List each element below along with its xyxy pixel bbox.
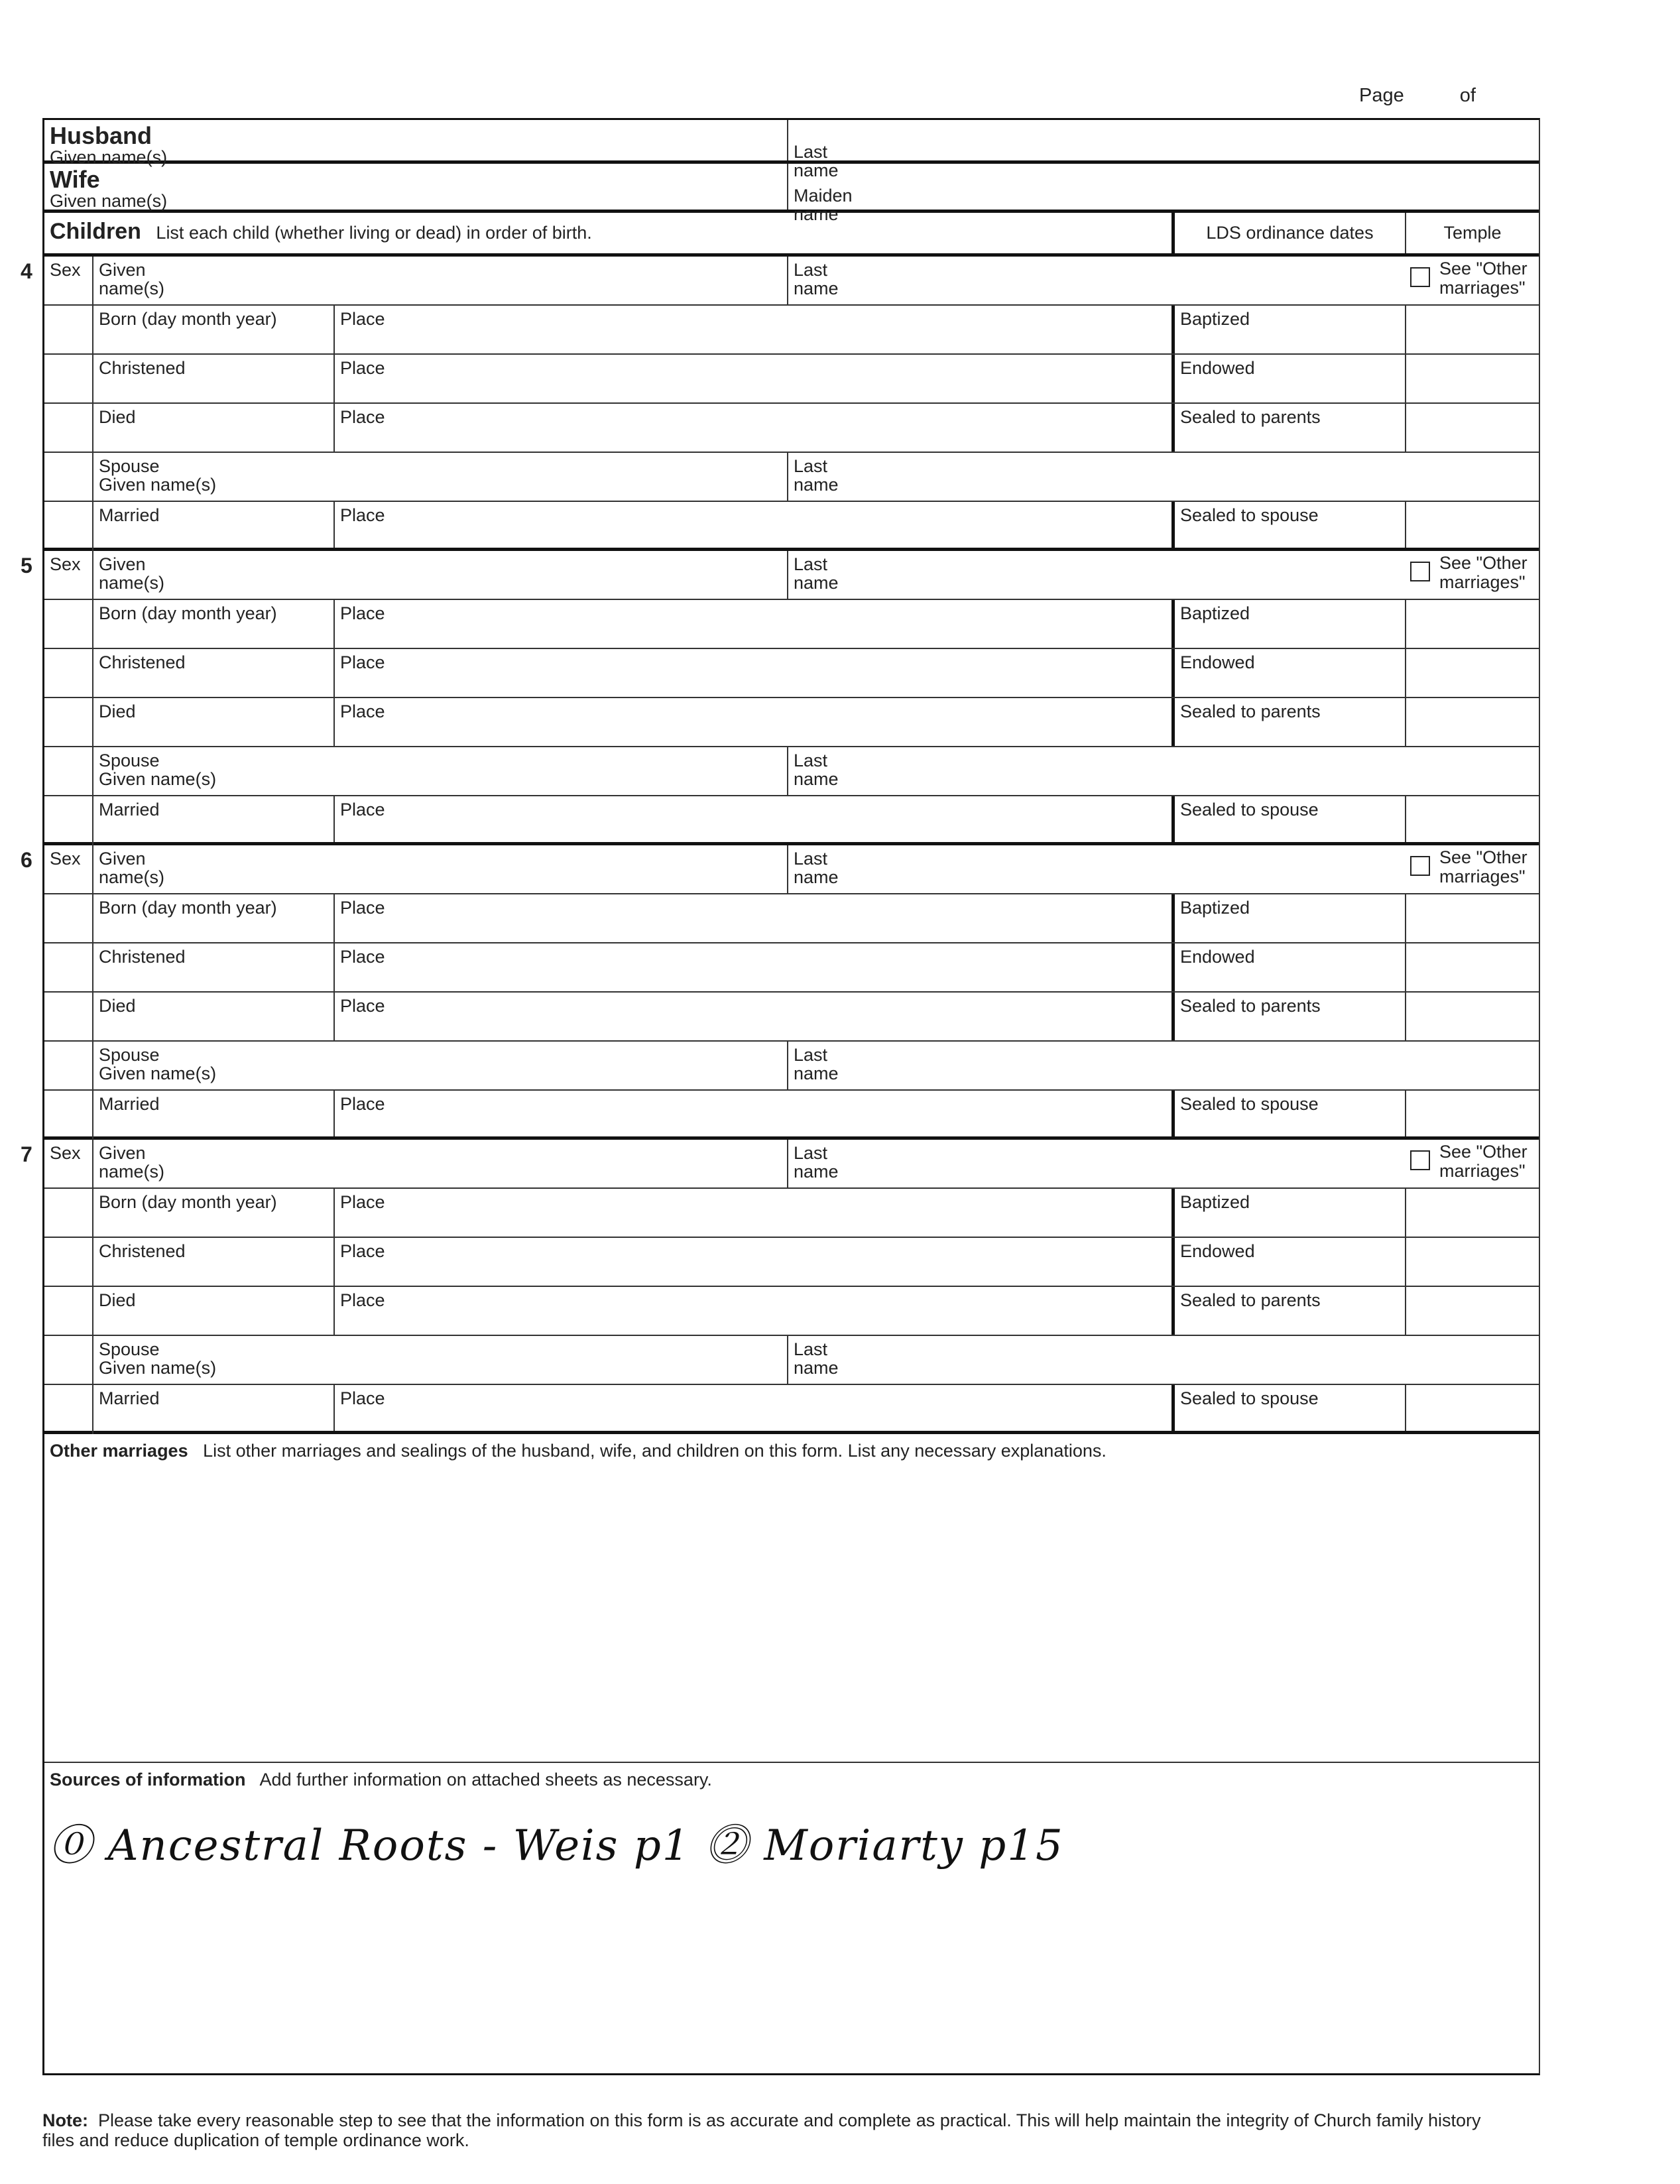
- died-label: Died: [99, 701, 136, 721]
- married-field[interactable]: [92, 1091, 333, 1136]
- sex-field[interactable]: [44, 551, 92, 599]
- page-label: Page: [1359, 85, 1404, 106]
- place-field[interactable]: [333, 698, 1171, 746]
- child-name-row: [21, 257, 1539, 306]
- see-other-cell: [1405, 551, 1539, 599]
- child-event-row: [44, 1238, 1539, 1287]
- place-field[interactable]: [333, 1385, 1171, 1431]
- place-label: Place: [340, 407, 385, 427]
- spouse-given-field[interactable]: [92, 453, 787, 501]
- place-label: Place: [340, 358, 385, 378]
- child-name-row: [21, 845, 1539, 894]
- see-other-cell: [1405, 257, 1539, 304]
- husband-given-field[interactable]: [44, 120, 787, 167]
- sealed-spouse-field[interactable]: [1171, 796, 1405, 842]
- christened-field[interactable]: [92, 649, 333, 697]
- married-label: Married: [99, 800, 160, 819]
- baptized-label: Baptized: [1180, 898, 1250, 918]
- endowed-field[interactable]: [1171, 649, 1405, 697]
- place-label: Place: [340, 603, 385, 623]
- child-given-field[interactable]: [92, 551, 787, 599]
- sources-section[interactable]: [44, 1763, 1539, 2073]
- place-label: Place: [340, 1192, 385, 1212]
- baptized-field[interactable]: [1171, 306, 1405, 353]
- child-block: [21, 551, 1539, 845]
- baptized-field[interactable]: [1171, 600, 1405, 648]
- child-given-field[interactable]: [92, 257, 787, 304]
- spouse-label: Spouse Given name(s): [99, 1045, 217, 1083]
- wife-maiden-field[interactable]: [787, 164, 1539, 224]
- wife-title: Wife: [50, 166, 100, 193]
- place-label: Place: [340, 1290, 385, 1310]
- sealed_parents-field[interactable]: [1171, 993, 1405, 1040]
- husband-title: Husband: [50, 122, 152, 149]
- child-event-row: [44, 355, 1539, 404]
- place-field[interactable]: [333, 796, 1171, 842]
- married-row: [44, 502, 1539, 551]
- temple-field[interactable]: [1405, 698, 1539, 746]
- family-group-record: [21, 118, 1540, 2075]
- endowed-field[interactable]: [1171, 1238, 1405, 1286]
- place-field[interactable]: [333, 306, 1171, 353]
- christened-label: Christened: [99, 652, 186, 672]
- spouse-last-label: Last name: [794, 1339, 839, 1378]
- given-label: Given name(s): [99, 849, 165, 887]
- endowed-field[interactable]: [1171, 355, 1405, 402]
- died-field[interactable]: [92, 404, 333, 452]
- place-label: Place: [340, 652, 385, 672]
- child-event-row: [44, 600, 1539, 649]
- married-label: Married: [99, 1094, 160, 1114]
- sealed_parents-label: Sealed to parents: [1180, 996, 1321, 1016]
- born-field[interactable]: [92, 1189, 333, 1237]
- husband-last-label: Last name: [794, 142, 839, 180]
- children-title: Children: [50, 219, 141, 244]
- see-other-checkbox[interactable]: [1410, 1150, 1430, 1170]
- sex-field[interactable]: [44, 257, 92, 304]
- husband-given-label: Given name(s): [50, 147, 168, 167]
- died-field[interactable]: [92, 993, 333, 1040]
- temple-field[interactable]: [1405, 649, 1539, 697]
- page-number: [1359, 85, 1526, 107]
- christened-label: Christened: [99, 358, 186, 378]
- last-label: Last name: [794, 849, 839, 887]
- temple-header: [1405, 213, 1539, 253]
- place-label: Place: [340, 701, 385, 721]
- child-event-row: [44, 404, 1539, 453]
- born-label: Born (day month year): [99, 603, 277, 623]
- handwritten-sources: ⓪ Ancestral Roots - Weis p1 ⓶ Moriarty p15: [49, 1821, 1064, 1870]
- sealed-spouse-label: Sealed to spouse: [1180, 1094, 1319, 1114]
- temple-field[interactable]: [1405, 1238, 1539, 1286]
- christened-label: Christened: [99, 947, 186, 967]
- place-label: Place: [340, 898, 385, 918]
- temple-field[interactable]: [1405, 355, 1539, 402]
- see-other-label: See "Other marriages": [1439, 1142, 1528, 1181]
- given-label: Given name(s): [99, 1143, 165, 1182]
- page-of-label: of: [1459, 85, 1476, 106]
- child-given-field[interactable]: [92, 1140, 787, 1187]
- place-label: Place: [340, 947, 385, 967]
- place-field[interactable]: [333, 502, 1171, 548]
- christened-field[interactable]: [92, 1238, 333, 1286]
- spouse-last-field[interactable]: [787, 1336, 1539, 1384]
- child-event-row: [44, 1189, 1539, 1238]
- last-label: Last name: [794, 1143, 839, 1182]
- baptized-label: Baptized: [1180, 603, 1250, 623]
- spouse-last-field[interactable]: [787, 1042, 1539, 1089]
- spouse-last-label: Last name: [794, 456, 839, 495]
- place-label: Place: [340, 1241, 385, 1261]
- given-label: Given name(s): [99, 260, 165, 298]
- spouse-row: [44, 1336, 1539, 1385]
- child-number: 7: [21, 1142, 32, 1166]
- born-field[interactable]: [92, 600, 333, 648]
- other-marriages-title: Other marriages: [50, 1441, 188, 1461]
- married-field[interactable]: [92, 502, 333, 548]
- child-event-row: [44, 649, 1539, 698]
- sealed_parents-label: Sealed to parents: [1180, 407, 1321, 427]
- children-title-cell: [44, 213, 1171, 253]
- temple-field[interactable]: [1405, 306, 1539, 353]
- children-header: [44, 213, 1539, 257]
- sealed-spouse-label: Sealed to spouse: [1180, 505, 1319, 525]
- married-label: Married: [99, 1388, 160, 1408]
- sex-label: Sex: [50, 260, 81, 280]
- child-given-field[interactable]: [92, 845, 787, 893]
- child-block: [21, 845, 1539, 1140]
- endowed-field[interactable]: [1171, 943, 1405, 991]
- born-label: Born (day month year): [99, 898, 277, 918]
- died-label: Died: [99, 1290, 136, 1310]
- child-event-row: [44, 306, 1539, 355]
- died-label: Died: [99, 996, 136, 1016]
- sources-title: Sources of information: [50, 1770, 246, 1790]
- wife-maiden-label: Maiden name: [794, 186, 853, 224]
- married-label: Married: [99, 505, 160, 525]
- child-block: [21, 257, 1539, 551]
- christened-field[interactable]: [92, 943, 333, 991]
- christened-label: Christened: [99, 1241, 186, 1261]
- temple-field[interactable]: [1405, 502, 1539, 548]
- place-field[interactable]: [333, 1189, 1171, 1237]
- sealed-spouse-field[interactable]: [1171, 1091, 1405, 1136]
- child-last-field[interactable]: [787, 257, 1405, 304]
- last-label: Last name: [794, 554, 839, 593]
- temple-field[interactable]: [1405, 943, 1539, 991]
- place-field[interactable]: [333, 993, 1171, 1040]
- baptized-field[interactable]: [1171, 894, 1405, 942]
- baptized-label: Baptized: [1180, 1192, 1250, 1212]
- place-field[interactable]: [333, 600, 1171, 648]
- sealed-spouse-field[interactable]: [1171, 502, 1405, 548]
- sealed_parents-label: Sealed to parents: [1180, 701, 1321, 721]
- temple-field[interactable]: [1405, 1189, 1539, 1237]
- sealed_parents-field[interactable]: [1171, 404, 1405, 452]
- married-row: [44, 1091, 1539, 1140]
- place-field[interactable]: [333, 355, 1171, 402]
- child-last-field[interactable]: [787, 845, 1405, 893]
- endowed-label: Endowed: [1180, 358, 1255, 378]
- endowed-label: Endowed: [1180, 652, 1255, 672]
- see-other-label: See "Other marriages": [1439, 259, 1528, 298]
- married-field[interactable]: [92, 796, 333, 842]
- sealed_parents-field[interactable]: [1171, 698, 1405, 746]
- note-title: Note:: [42, 2110, 88, 2130]
- wife-given-label: Given name(s): [50, 191, 168, 211]
- last-label: Last name: [794, 260, 839, 298]
- husband-last-field[interactable]: [787, 120, 1539, 180]
- spouse-label: Spouse Given name(s): [99, 751, 217, 789]
- lds-ordinance-label: LDS ordinance dates: [1206, 223, 1374, 243]
- temple-label: Temple: [1443, 223, 1502, 243]
- see-other-label: See "Other marriages": [1439, 847, 1528, 886]
- married-row: [44, 796, 1539, 845]
- sex-field[interactable]: [44, 1140, 92, 1187]
- endowed-label: Endowed: [1180, 1241, 1255, 1261]
- other-marriages-text: List other marriages and sealings of the husband, wife, and children on this form. List any necessary explanations.: [203, 1441, 1107, 1461]
- temple-field[interactable]: [1405, 1091, 1539, 1136]
- child-number: 6: [21, 848, 32, 872]
- place-field[interactable]: [333, 894, 1171, 942]
- see-other-checkbox[interactable]: [1410, 562, 1430, 581]
- sealed-spouse-label: Sealed to spouse: [1180, 800, 1319, 819]
- spouse-last-label: Last name: [794, 1045, 839, 1083]
- place-label: Place: [340, 996, 385, 1016]
- sex-label: Sex: [50, 554, 81, 574]
- wife-row: [44, 164, 1539, 224]
- christened-field[interactable]: [92, 355, 333, 402]
- sex-label: Sex: [50, 1143, 81, 1163]
- sealed_parents-label: Sealed to parents: [1180, 1290, 1321, 1310]
- child-last-field[interactable]: [787, 551, 1405, 599]
- died-field[interactable]: [92, 698, 333, 746]
- place-label: Place: [340, 505, 385, 525]
- temple-field[interactable]: [1405, 894, 1539, 942]
- spouse-row: [44, 747, 1539, 796]
- sources-text: Add further information on attached sheets as necessary.: [259, 1770, 712, 1790]
- married-field[interactable]: [92, 1385, 333, 1431]
- see-other-cell: [1405, 1140, 1539, 1187]
- spouse-given-field[interactable]: [92, 1042, 787, 1089]
- place-field[interactable]: [333, 943, 1171, 991]
- place-field[interactable]: [333, 404, 1171, 452]
- baptized-field[interactable]: [1171, 1189, 1405, 1237]
- child-event-row: [44, 943, 1539, 993]
- place-label: Place: [340, 1388, 385, 1408]
- sealed-spouse-field[interactable]: [1171, 1385, 1405, 1431]
- baptized-label: Baptized: [1180, 309, 1250, 329]
- sealed-spouse-label: Sealed to spouse: [1180, 1388, 1319, 1408]
- temple-field[interactable]: [1405, 1287, 1539, 1335]
- born-field[interactable]: [92, 306, 333, 353]
- spouse-row: [44, 1042, 1539, 1091]
- see-other-checkbox[interactable]: [1410, 267, 1430, 287]
- child-event-row: [44, 993, 1539, 1042]
- born-field[interactable]: [92, 894, 333, 942]
- place-field[interactable]: [333, 649, 1171, 697]
- child-event-row: [44, 894, 1539, 943]
- place-label: Place: [340, 309, 385, 329]
- note-text: Please take every reasonable step to see that the information on this form is as accurate and complete as practical. This will help maintain the integrity of Church family history files and reduce duplication of temple ordinance work.: [42, 2110, 1481, 2150]
- born-label: Born (day month year): [99, 309, 277, 329]
- child-name-row: [21, 551, 1539, 600]
- sex-field[interactable]: [44, 845, 92, 893]
- place-label: Place: [340, 800, 385, 819]
- died-field[interactable]: [92, 1287, 333, 1335]
- place-field[interactable]: [333, 1238, 1171, 1286]
- child-number: 4: [21, 259, 32, 283]
- endowed-label: Endowed: [1180, 947, 1255, 967]
- married-row: [44, 1385, 1539, 1434]
- child-last-field[interactable]: [787, 1140, 1405, 1187]
- temple-field[interactable]: [1405, 600, 1539, 648]
- other-marriages-section[interactable]: [44, 1434, 1539, 1763]
- spouse-given-field[interactable]: [92, 747, 787, 795]
- spouse-given-field[interactable]: [92, 1336, 787, 1384]
- see-other-checkbox[interactable]: [1410, 856, 1430, 876]
- spouse-last-field[interactable]: [787, 747, 1539, 795]
- wife-given-field[interactable]: [44, 164, 787, 210]
- note-section: [42, 2110, 1501, 2150]
- see-other-cell: [1405, 845, 1539, 893]
- spouse-label: Spouse Given name(s): [99, 1339, 217, 1378]
- sex-label: Sex: [50, 849, 81, 869]
- spouse-last-field[interactable]: [787, 453, 1539, 501]
- given-label: Given name(s): [99, 554, 165, 593]
- spouse-row: [44, 453, 1539, 502]
- sealed_parents-field[interactable]: [1171, 1287, 1405, 1335]
- child-event-row: [44, 1287, 1539, 1336]
- place-label: Place: [340, 1094, 385, 1114]
- place-field[interactable]: [333, 1091, 1171, 1136]
- temple-field[interactable]: [1405, 993, 1539, 1040]
- lds-ordinance-header: [1171, 213, 1405, 253]
- place-field[interactable]: [333, 1287, 1171, 1335]
- child-name-row: [21, 1140, 1539, 1189]
- born-label: Born (day month year): [99, 1192, 277, 1212]
- temple-field[interactable]: [1405, 404, 1539, 452]
- spouse-last-label: Last name: [794, 751, 839, 789]
- child-number: 5: [21, 554, 32, 577]
- temple-field[interactable]: [1405, 1385, 1539, 1431]
- child-event-row: [44, 698, 1539, 747]
- see-other-label: See "Other marriages": [1439, 553, 1528, 592]
- children-list: [21, 257, 1539, 1434]
- child-block: [21, 1140, 1539, 1434]
- temple-field[interactable]: [1405, 796, 1539, 842]
- spouse-label: Spouse Given name(s): [99, 456, 217, 495]
- died-label: Died: [99, 407, 136, 427]
- children-instruction: List each child (whether living or dead) in order of birth.: [156, 223, 592, 243]
